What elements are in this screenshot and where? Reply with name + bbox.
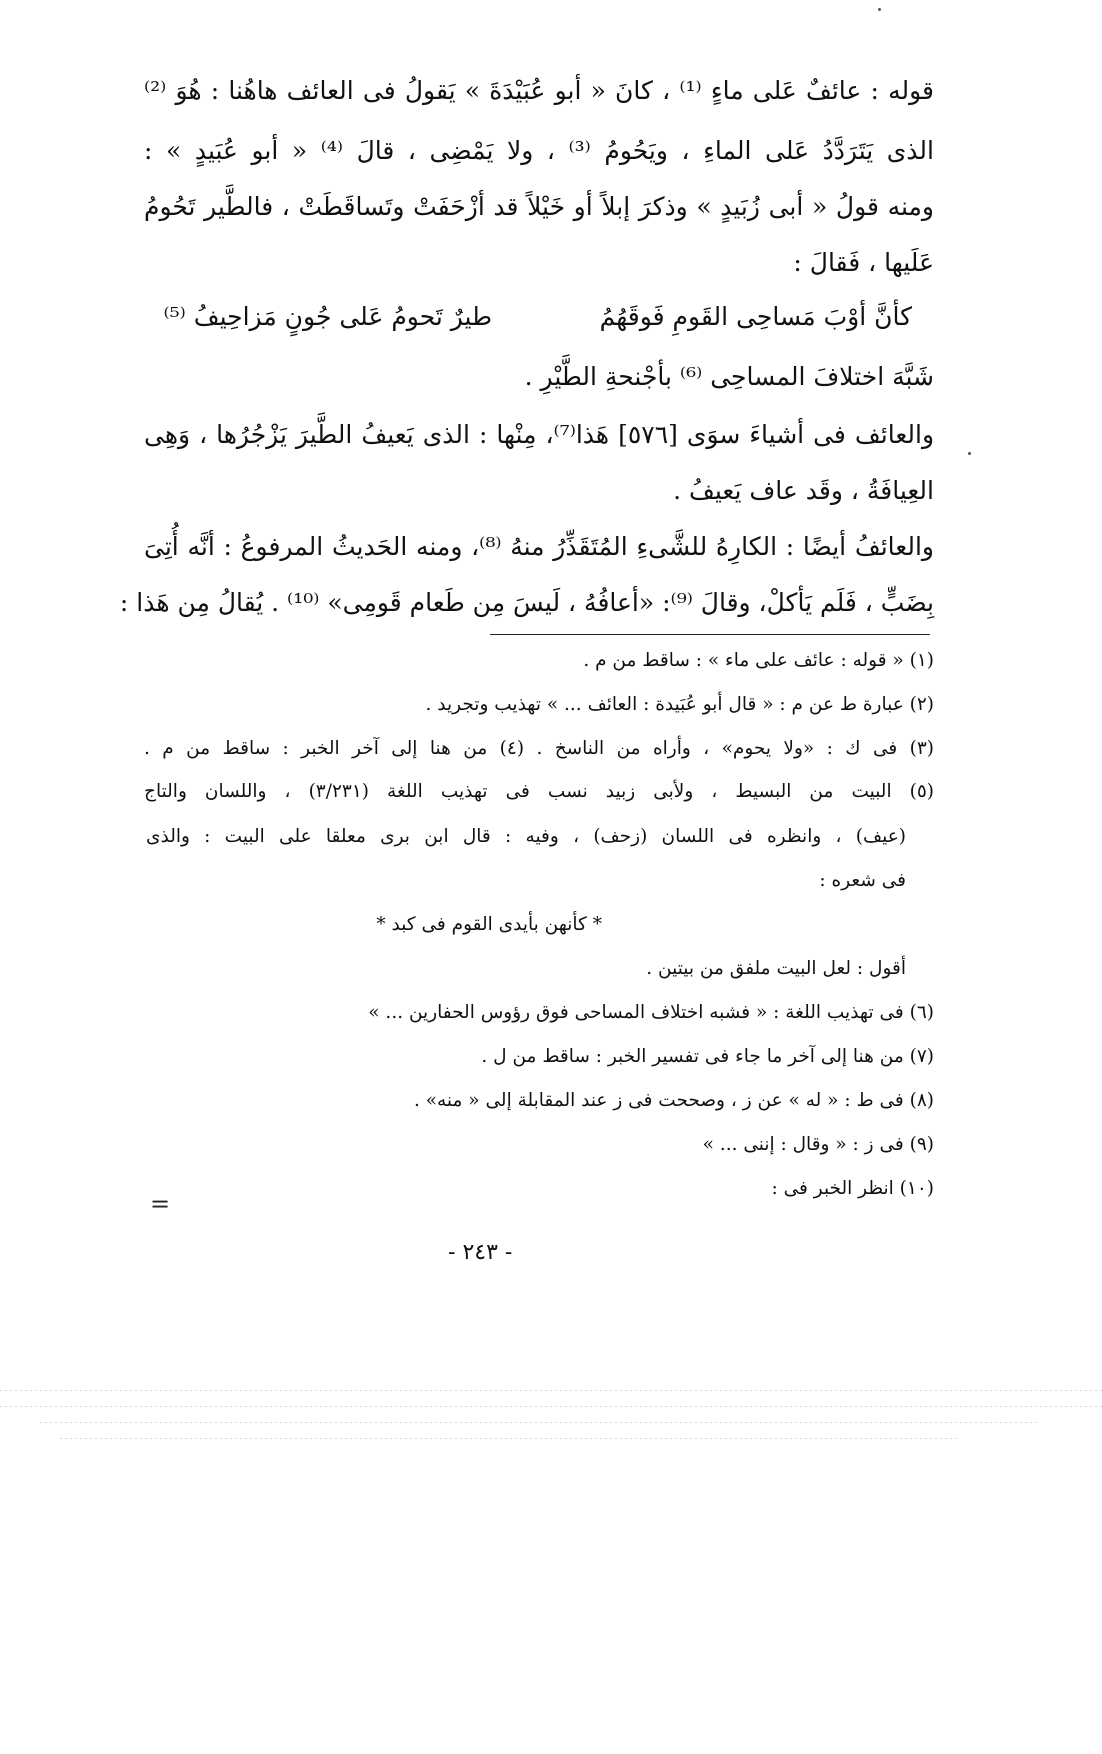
body-line-after-verse: شَبَّهَ اختلافَ المساحِى ⁽⁶⁾ بأجْنحةِ الطَّيْرِ . (524, 362, 934, 391)
footnote-5-line-1: (٥) البيت من البسيط ، ولأبى زبيد نسب فى تهذيب اللغة (٣/٢٣١) ، واللسان والتاج (144, 781, 935, 802)
footnote-5-verse: * كأنهن بأيدى القوم فى كبد * (376, 914, 602, 935)
scan-noise-band (0, 1406, 1102, 1407)
footnote-5-comment: أقول : لعل البيت ملفق من بيتين . (646, 958, 906, 979)
scan-speck (878, 8, 881, 11)
scan-speck (968, 452, 971, 455)
body-para3-line-1: والعائفُ أيضًا : الكارِهُ للشَّىءِ المُتَقَذِّرُ منهُ ⁽⁸⁾، ومنه الحَديثُ المرفوعُ : أنَّه أُتِىَ (144, 532, 934, 561)
footnote-separator (490, 634, 930, 635)
body-para2-line-2: العِيافَةُ ، وقَد عاف يَعيفُ . (673, 476, 934, 505)
footnote-10: (١٠) انظر الخبر فى : (771, 1178, 934, 1199)
body-para3-line-2: بِضَبٍّ ، فَلَم يَأكلْ، وقالَ ⁽⁹⁾: «أعافُهُ ، لَيسَ مِن طَعام قَومِى» ⁽¹⁰⁾ . يُقالُ مِن هَذا : (119, 588, 934, 617)
scan-noise-band (0, 1390, 1102, 1391)
body-line-2: الذى يَتَرَدَّدُ عَلى الماءِ ، ويَحُومُ ⁽³⁾ ، ولا يَمْضِى ، قالَ ⁽⁴⁾ « أبو عُبَيدٍ » : (144, 136, 934, 165)
footnote-1: (١) « قوله : عائف على ماء » : ساقط من م . (583, 650, 934, 671)
page-number: - ٢٤٣ - (448, 1240, 513, 1265)
footnote-5-line-3: فى شعره : (819, 870, 906, 891)
scan-noise-band (60, 1438, 960, 1439)
verse-right-hemistich: كأنَّ أوْبَ مَساحِى القَومِ فَوقَهُمُ (599, 302, 912, 331)
footnote-9: (٩) فى ز : « وقال : إننى ... » (702, 1134, 934, 1155)
body-line-4: عَلَيها ، فَقالَ : (793, 248, 934, 277)
footnote-7: (٧) من هنا إلى آخر ما جاء فى تفسير الخبر : ساقط من ل . (481, 1046, 934, 1067)
footnote-5-line-2: (عيف) ، وانظره فى اللسان (زحف) ، وفيه : قال ابن برى معلقا على البيت : والذى (146, 826, 906, 847)
scan-noise-band (40, 1422, 1040, 1423)
body-para2-line-1: والعائف فى أشياءَ سوَى [٥٧٦] هَذا⁽⁷⁾، مِنْها : الذى يَعيفُ الطَّيرَ يَزْجُرُها ، وَهِى (144, 420, 935, 449)
body-line-1: قوله : عائفٌ عَلى ماءٍ ⁽¹⁾ ، كانَ « أبو عُبَيْدَةَ » يَقولُ فى العائف هاهُنا : هُوَ ⁽²⁾ (144, 76, 934, 105)
verse-left-hemistich: طيرٌ تَحومُ عَلى جُونٍ مَزاحِيفُ ⁽⁵⁾ (163, 302, 492, 331)
body-line-3: ومنه قولُ « أبى زُبَيدٍ » وذكرَ إبلاً أو خَيْلاً قد أزْحَفَتْ وتَساقَطَتْ ، فالطَّير تَحُومُ (144, 192, 934, 221)
footnote-6: (٦) فى تهذيب اللغة : « فشبه اختلاف المساحى فوق رؤوس الحفارين ... » (368, 1002, 934, 1023)
footnote-3-4: (٣) فى ك : «ولا يحوم» ، وأراه من الناسخ . (٤) من هنا إلى آخر الخبر : ساقط من م . (144, 738, 934, 759)
margin-mark: = (150, 1190, 171, 1218)
footnote-2: (٢) عبارة ط عن م : « قال أبو عُبَيدة : العائف ... » تهذيب وتجريد . (425, 694, 934, 715)
footnote-8: (٨) فى ط : « له » عن ز ، وصححت فى ز عند المقابلة إلى « منه» . (413, 1090, 934, 1111)
